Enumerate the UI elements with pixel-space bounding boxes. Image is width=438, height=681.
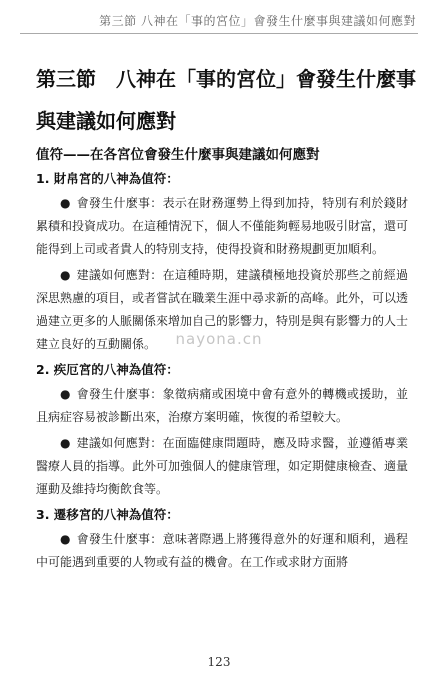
paragraph-text: 會發生什麼事：表示在財務運勢上得到加持，特別有利於錢財累積和投資成功。在這種情況下，個人不僅能夠輕易地吸引財富，還可能得到上司或者貴人的特別支持，使得投資和財務規劃更加順利。 [36,196,409,256]
section-heading: 1. 財帛宮的八神為值符： [36,171,179,186]
page-content [36,168,408,577]
bullet-paragraph [36,264,408,356]
page-number: 123 [207,655,231,669]
paragraph-text: 會發生什麼事：象徵病痛或困境中會有意外的轉機或援助，並且病症容易被診斷出來，治療方案明確，恢復的希望較大。 [36,387,408,424]
section-qianyi [36,504,408,574]
bullet-icon: ● [60,436,71,450]
bullet-icon: ● [60,196,71,210]
chapter-title: 第三節 八神在「事的宮位」會發生什麼事與建議如何應對 [36,67,416,133]
bullet-paragraph [36,383,408,429]
bullet-paragraph [36,528,408,574]
watermark: nayona.cn [175,330,263,348]
section-caifu [36,168,408,356]
bullet-paragraph [36,432,408,501]
header-rule [20,33,418,34]
bullet-icon: ● [60,387,71,401]
bullet-icon: ● [60,532,71,546]
section-subtitle: 值符——在各宮位會發生什麼事與建議如何應對 [36,147,320,163]
section-jie [36,359,408,501]
paragraph-text: 建議如何應對：在面臨健康問題時，應及時求醫，並遵循專業醫療人員的指導。此外可加強個人的健康管理，如定期健康檢查、適量運動及維持均衡飲食等。 [36,436,409,496]
paragraph-text: 會發生什麼事：意味著際遇上將獲得意外的好運和順利，過程中可能遇到重要的人物或有益的機會。在工作或求財方面將 [36,532,408,569]
paragraph-text: 建議如何應對：在這種時期，建議積極地投資於那些之前經過深思熟慮的項目，或者嘗試在職業生涯中尋求新的高峰。此外，可以透過建立更多的人脈關係來增加自己的影響力，特別是與有影響力的人士建立良好的互動關係。 [36,268,409,351]
section-heading: 2. 疾厄宮的八神為值符： [36,362,179,377]
bullet-paragraph [36,192,408,261]
section-heading: 3. 遷移宮的八神為值符： [36,507,179,522]
bullet-icon: ● [60,268,71,282]
running-header: 第三節 八神在「事的宮位」會發生什麼事與建議如何應對 [99,14,416,28]
